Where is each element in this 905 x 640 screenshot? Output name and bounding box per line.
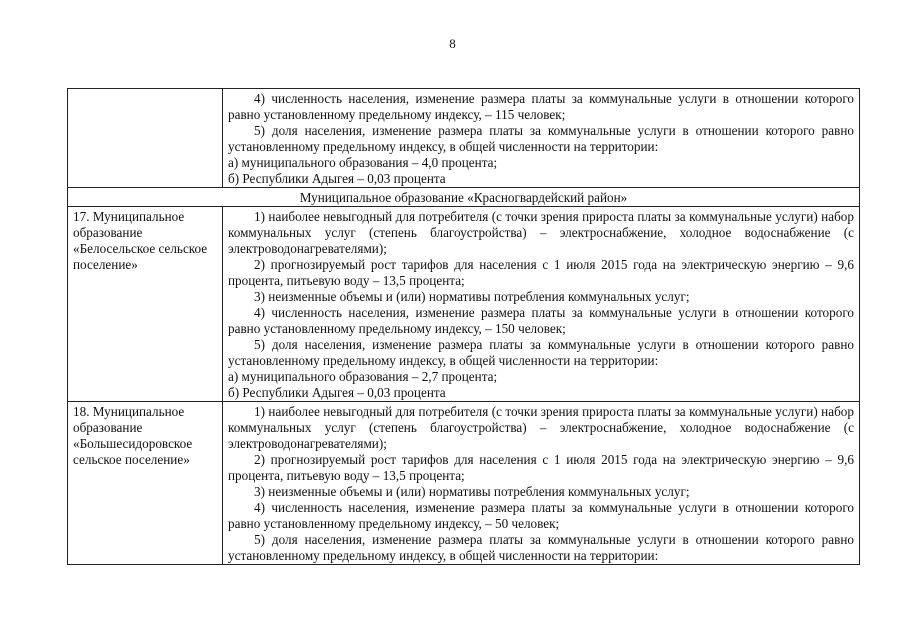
content-line: 5) доля населения, изменение размера платы за коммунальные услуги в отношении которого равно установленному предельному индексу, в общей численности на территории:	[228, 532, 854, 563]
region-header: Муниципальное образование «Красногвардейский район»	[68, 188, 860, 207]
table-row	[68, 89, 860, 188]
content-line: 2) прогнозируемый рост тарифов для населения с 1 июля 2015 года на электрическую энергию – 9,6 процента, питьевую воду – 13,5 процента;	[228, 452, 854, 483]
region-header-row	[68, 188, 860, 207]
content-line: 5) доля населения, изменение размера платы за коммунальные услуги в отношении которого равно установленному предельному индексу, в общей численности на территории:	[228, 337, 854, 368]
table-row	[68, 402, 860, 565]
entry-name-cell: 17. Муниципальное образование «Белосельское сельское поселение»	[68, 207, 223, 402]
document-table	[67, 88, 860, 565]
entry-name-cell	[68, 89, 223, 188]
content-line: 3) неизменные объемы и (или) нормативы потребления коммунальных услуг;	[254, 484, 690, 499]
content-line: 4) численность населения, изменение размера платы за коммунальные услуги в отношении которого равно установленному предельному индексу, – 115 человек;	[228, 91, 854, 122]
entry-content-cell	[223, 402, 860, 565]
entry-name-cell: 18. Муниципальное образование «Большесидоровское сельское поселение»	[68, 402, 223, 565]
content-line: 2) прогнозируемый рост тарифов для населения с 1 июля 2015 года на электрическую энергию – 9,6 процента, питьевую воду – 13,5 процента;	[228, 257, 854, 288]
content-line: б) Республики Адыгея – 0,03 процента	[228, 385, 446, 400]
content-line: 5) доля населения, изменение размера платы за коммунальные услуги в отношении которого равно установленному предельному индексу, в общей численности на территории:	[228, 123, 854, 154]
content-line: б) Республики Адыгея – 0,03 процента	[228, 171, 446, 186]
content-line: 1) наиболее невыгодный для потребителя (с точки зрения прироста платы за коммунальные услуги) набор коммунальных услуг (степень благоустройства) – электроснабжение, холодное водоснабжение (с электроводонагревателями);	[228, 404, 854, 451]
content-line: а) муниципального образования – 2,7 процента;	[228, 369, 498, 384]
content-line: 4) численность населения, изменение размера платы за коммунальные услуги в отношении которого равно установленному предельному индексу, – 50 человек;	[228, 500, 854, 531]
content-line: а) муниципального образования – 4,0 процента;	[228, 155, 498, 170]
entry-content-cell	[223, 207, 860, 402]
page-number: 8	[449, 36, 456, 51]
content-line: 3) неизменные объемы и (или) нормативы потребления коммунальных услуг;	[254, 289, 690, 304]
table-row	[68, 207, 860, 402]
content-line: 4) численность населения, изменение размера платы за коммунальные услуги в отношении которого равно установленному предельному индексу, – 150 человек;	[228, 305, 854, 336]
entry-content-cell	[223, 89, 860, 188]
content-line: 1) наиболее невыгодный для потребителя (с точки зрения прироста платы за коммунальные услуги) набор коммунальных услуг (степень благоустройства) – электроснабжение, холодное водоснабжение (с электроводонагревателями);	[228, 209, 854, 256]
